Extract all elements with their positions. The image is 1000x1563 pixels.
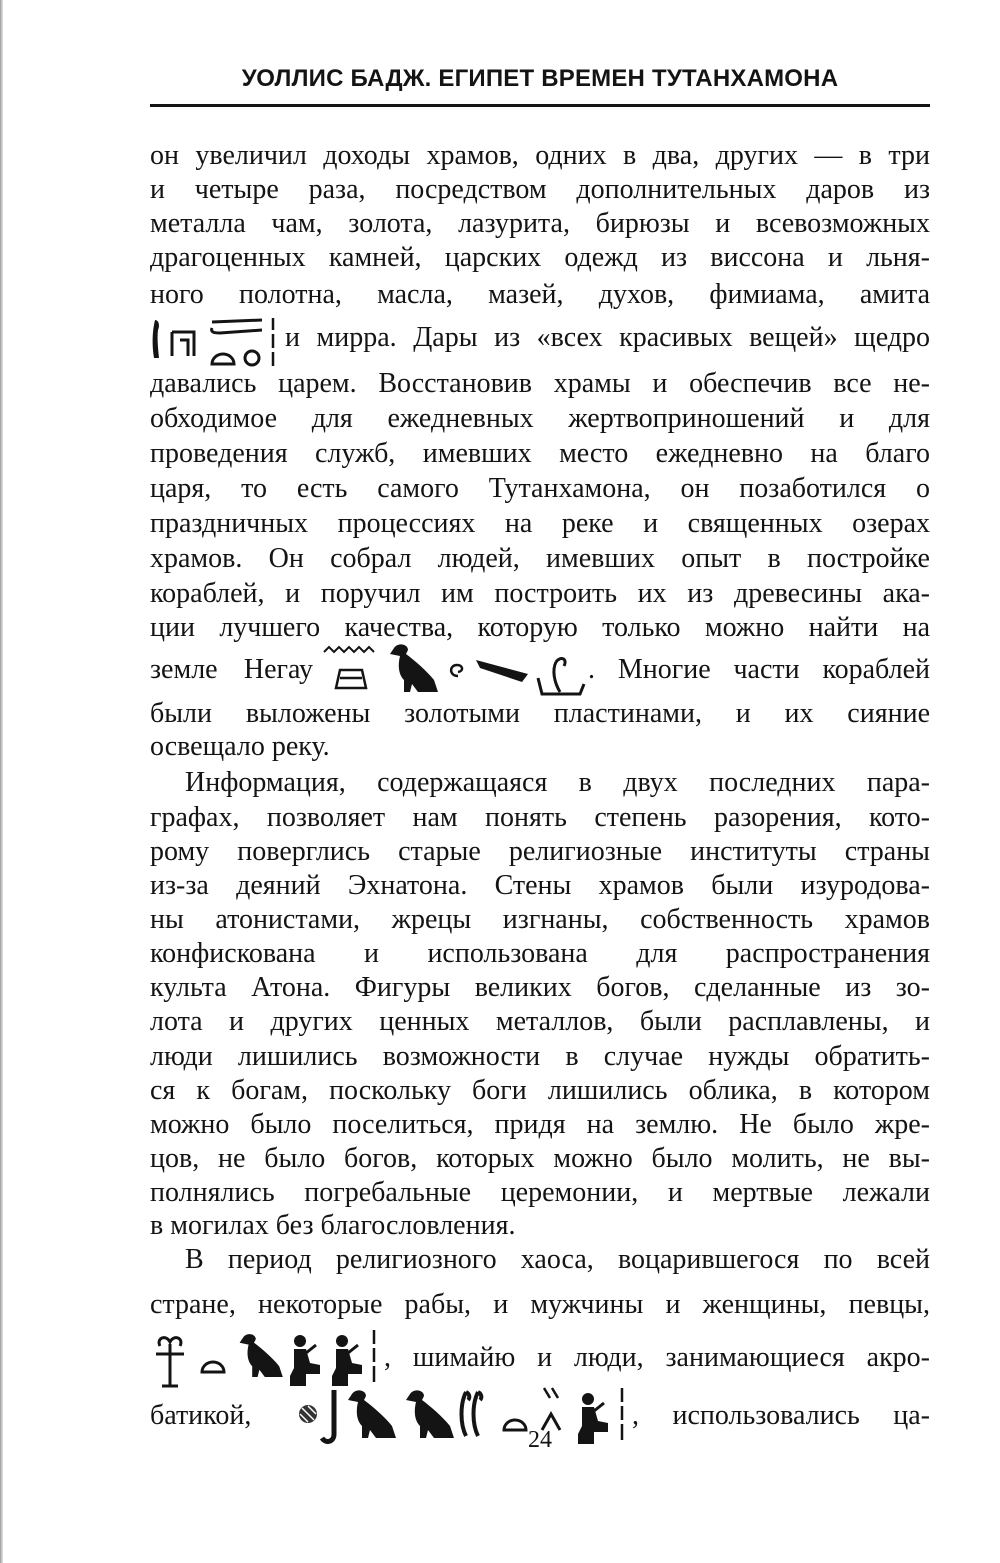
text-line: храмов. Он собрал людей, имевших опыт в постройке: [150, 543, 930, 574]
seated-man-glyph: [332, 1335, 362, 1386]
bread-loaf-glyph: [202, 1362, 224, 1372]
text-line: культа Атона. Фигуры великих богов, сделанные из зо-: [150, 972, 930, 1003]
hieroglyph-group-negau-icon: [318, 640, 586, 700]
text-line: ся к богам, поскольку боги лишились облика, в котором: [150, 1075, 930, 1106]
throw-stick-glyph: [476, 660, 528, 682]
running-title: УОЛЛИС БАДЖ. ЕГИПЕТ ВРЕМЕН ТУТАНХАМОНА: [241, 65, 839, 92]
page-edge-shadow: [0, 0, 3, 1563]
double-reed-glyph: [462, 1392, 482, 1436]
hieroglyph-group-amit-icon: [150, 316, 280, 368]
text-line: кораблей, и поручил им построить их из древесины ака-: [150, 578, 930, 609]
vulture-glyph: [390, 644, 438, 692]
enclosure-glyph: [172, 332, 194, 356]
text-line: полнялись погребальные церемонии, и мертвые лежали: [150, 1177, 930, 1208]
text-line: ны атонистами, жрецы изгнаны, собственность храмов: [150, 904, 930, 935]
bread-loaf-glyph: [212, 354, 234, 364]
text-line-segment: , использовались ца-: [632, 1400, 930, 1431]
text-line: Информация, содержащаяся в двух последних пара-: [185, 767, 930, 798]
circle-glyph: [245, 351, 259, 365]
text-line: из-за деяний Эхнатона. Стены храмов были изуродова-: [150, 870, 930, 901]
text-line: в могилах без благословления.: [150, 1210, 516, 1241]
dual-strokes-glyph: [544, 1388, 558, 1398]
text-line-segment: , шимайю и люди, занимающиеся акро-: [384, 1342, 930, 1373]
text-line: он увеличил доходы храмов, одних в два, других — в три: [150, 140, 930, 171]
text-line: обходимое для ежедневных жертвоприношений и для: [150, 403, 930, 434]
text-line: цов, не было богов, которых можно было молить, не вы-: [150, 1143, 930, 1174]
plant-glyph: [156, 1338, 184, 1386]
header-rule: [150, 104, 930, 107]
text-line: праздничных процессиях на реке и священных озерах: [150, 508, 930, 539]
text-line: графах, позволяет нам понять степень разорения, кото-: [150, 802, 930, 833]
text-line: драгоценных камней, царских одежд из виссона и льня-: [150, 242, 930, 273]
arm-glyph: [212, 320, 262, 333]
text-line: освещало реку.: [150, 731, 330, 762]
tether-glyph: [322, 1390, 334, 1441]
text-line: давались царем. Восстановив храмы и обеспечив все не-: [150, 368, 930, 399]
text-line: конфискована и использована для распространения: [150, 938, 930, 969]
water-glyph: [324, 647, 374, 652]
boat-determinative-glyph: [538, 659, 584, 694]
text-line: рому поверглись старые религиозные институты страны: [150, 836, 930, 867]
text-line: царя, то есть самого Тутанхамона, он позаботился о: [150, 473, 930, 504]
text-line: стране, некоторые рабы, и мужчины и женщины, певцы,: [150, 1289, 930, 1320]
text-line: люди лишились возможности в случае нужды обратить-: [150, 1041, 930, 1072]
page-number: 24: [528, 1427, 552, 1453]
pot-glyph: [336, 670, 366, 688]
twisted-flax-glyph: [451, 665, 462, 676]
placenta-glyph: [299, 1405, 317, 1423]
text-line: ного полотна, масла, мазей, духов, фимиама, амита: [150, 279, 930, 310]
hieroglyph-group-singers-icon: [146, 1326, 382, 1390]
text-line-segment: земле Негау: [150, 654, 313, 685]
text-line: лота и других ценных металлов, были расплавлены, и: [150, 1006, 930, 1037]
reed-leaf-glyph: [153, 320, 159, 358]
text-line: и мирра. Дары из «всех красивых вещей» щедро: [285, 322, 930, 353]
text-line: и четыре раза, посредством дополнительных даров из: [150, 174, 930, 205]
text-line: проведения служб, имевших место ежедневно на благо: [150, 438, 930, 469]
bird-glyph: [348, 1390, 396, 1438]
bird-glyph: [406, 1390, 454, 1438]
text-line: ции лучшего качества, которую только можно найти на: [150, 612, 930, 643]
text-line: металла чам, золота, лазурита, бирюзы и всевозможных: [150, 208, 930, 239]
bird-glyph: [240, 1334, 283, 1377]
seated-man-glyph: [290, 1335, 320, 1386]
text-line: можно было поселиться, придя на землю. Не было жре-: [150, 1109, 930, 1140]
text-line-segment: батикой,: [150, 1400, 252, 1431]
text-line: В период религиозного хаоса, воцарившегося по всей: [185, 1244, 930, 1275]
text-line-segment: . Многие части кораблей: [588, 654, 930, 685]
text-line: были выложены золотыми пластинами, и их сияние: [150, 698, 930, 729]
